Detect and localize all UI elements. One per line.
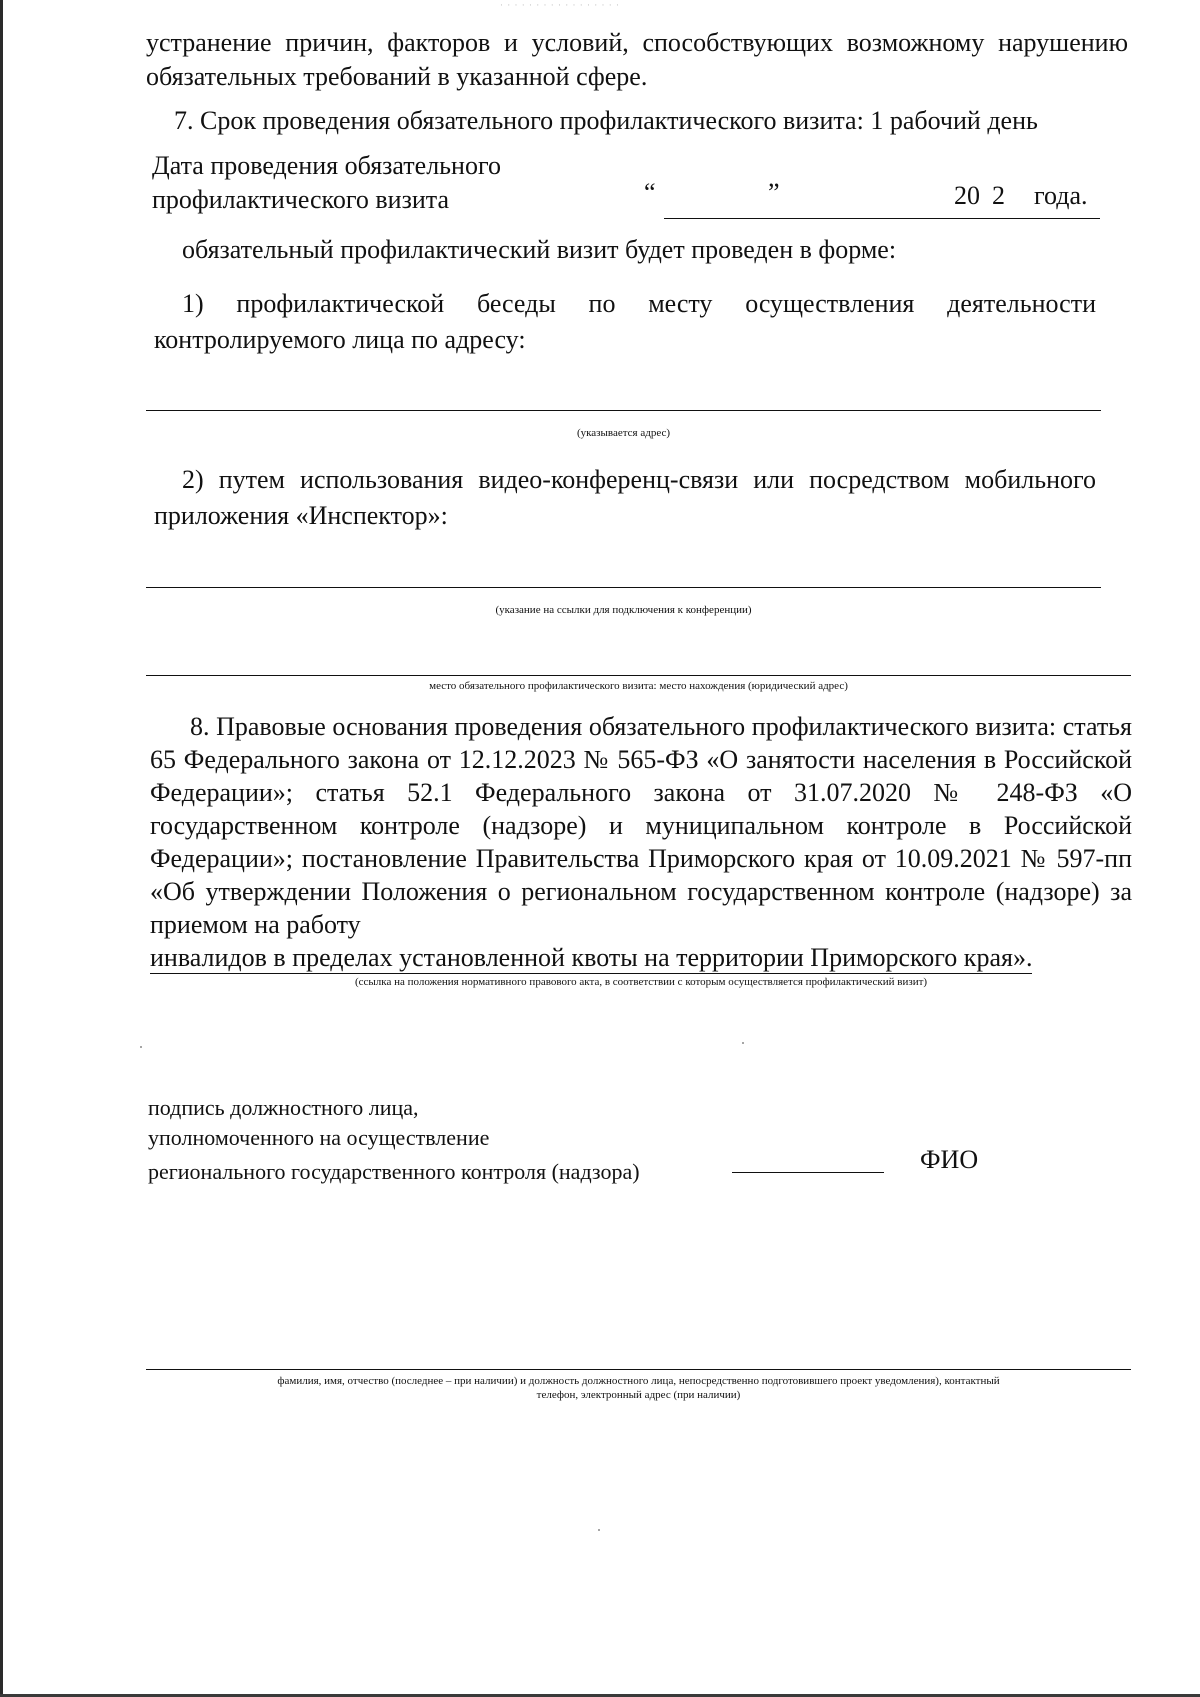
signature-line-1: подпись должностного лица, — [148, 1095, 419, 1120]
option-1-address: 1) профилактической беседы по месту осуществления деятельности контролируемого лица по адресу: — [154, 289, 1096, 354]
date-open-quote: “ — [644, 178, 656, 207]
scan-edge-shadow — [0, 0, 3, 1697]
signature-line-2: уполномоченного на осуществление — [148, 1125, 490, 1150]
scan-speck — [140, 1046, 142, 1048]
date-year-prefix: 20 — [954, 181, 980, 210]
item-8-last-line-text: инвалидов в пределах установленной квоты на территории Приморского края». — [150, 943, 1033, 972]
item-7-duration: 7. Срок проведения обязательного профилактического визита: 1 рабочий день — [174, 106, 1038, 135]
conference-caption: (указание на ссылки для подключения к конференции) — [495, 604, 752, 616]
date-label — [152, 149, 582, 217]
date-label-line1: Дата проведения обязательного — [152, 151, 501, 180]
footer-caption — [146, 1374, 1131, 1402]
location-caption: место обязательного профилактического визита: место нахождения (юридический адрес) — [429, 680, 848, 692]
intro-paragraph: устранение причин, факторов и условий, способствующих возможному нарушению обязательных требований в указанной сфере. — [146, 28, 1128, 91]
date-year-suffix: года. — [1034, 181, 1088, 210]
footer-field-line — [146, 1369, 1131, 1370]
conference-field-line — [146, 587, 1101, 588]
scan-speck — [598, 1529, 600, 1531]
option-2-conference: 2) путем использования видео-конференц-связи или посредством мобильного приложения «Инспектор»: — [154, 465, 1096, 530]
signature-fio: ФИО — [920, 1145, 979, 1174]
signature-blank-line — [732, 1172, 884, 1173]
item-8-last-line — [150, 941, 1132, 974]
location-field-line — [146, 675, 1131, 676]
footer-caption-line-1: фамилия, имя, отчество (последнее – при наличии) и должность должностного лица, непосредственно подготовившего проект уведомления), контактный — [277, 1375, 1000, 1387]
address-field-line — [146, 410, 1101, 411]
date-label-line2: профилактического визита — [152, 185, 449, 214]
date-close-quote: ” — [768, 178, 780, 207]
footer-caption-line-2: телефон, электронный адрес (при наличии) — [536, 1389, 741, 1401]
legal-caption: (ссылка на положения нормативного правового акта, в соответствии с которым осуществляется профилактический визит) — [354, 976, 928, 988]
scan-header-artifact: · · · · · · · · · · · · · · · · · — [500, 0, 620, 8]
scan-speck — [742, 1042, 744, 1044]
date-underline — [664, 218, 1100, 219]
form-intro: обязательный профилактический визит будет проведен в форме: — [182, 235, 897, 264]
signature-line-3: регионального государственного контроля (надзора) — [148, 1159, 640, 1184]
date-year-digit: 2 — [992, 181, 1005, 210]
address-caption: (указывается адрес) — [576, 427, 671, 439]
signature-label — [148, 1093, 728, 1187]
item-8-legal-basis: 8. Правовые основания проведения обязательного профилактического визита: статья 65 Федерального закона от 12.12.2023 № 565-ФЗ «О занятости населения в Российской Федерации»; статья 52.1 Федерального закона от 31.07.2020 № 248-ФЗ «О государственном контроле (надзоре) и муниципальном контроле в Российской Федерации»; постановление Правительства Приморского края от 10.09.2021 № 597-пп «Об утверждении Положения о региональном государственном контроле (надзоре) за приемом на работу — [150, 712, 1132, 939]
